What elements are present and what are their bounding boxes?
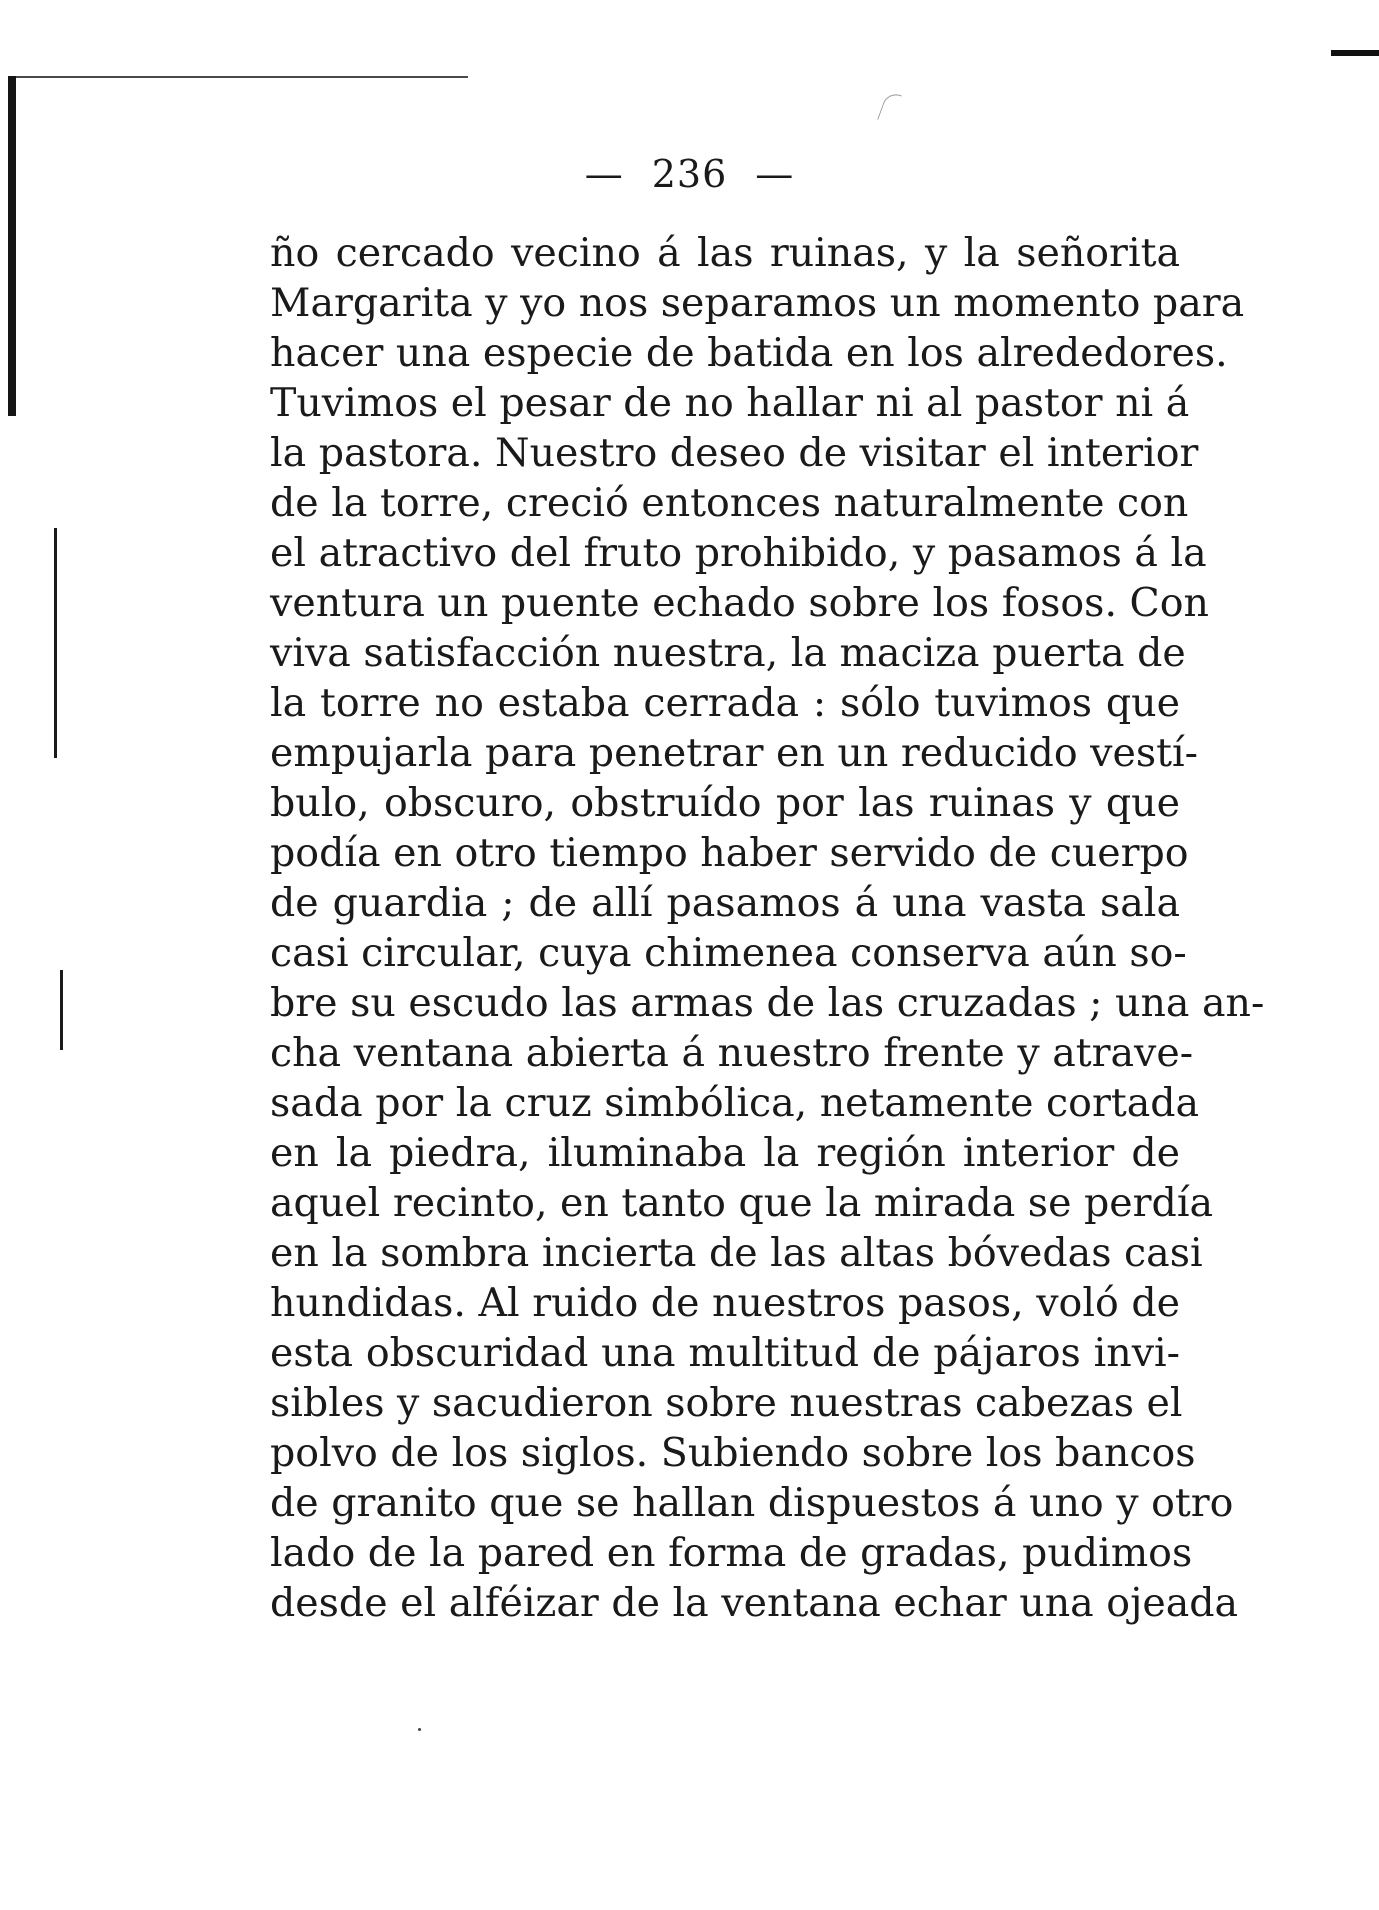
text-line: Margarita y yo nos separamos un momento para — [270, 280, 1245, 326]
text-line: sibles y sacudieron sobre nuestras cabezas el — [270, 1380, 1183, 1426]
text-line: polvo de los siglos. Subiendo sobre los bancos — [270, 1430, 1196, 1476]
text-line: empujarla para penetrar en un reducido vestí- — [270, 730, 1198, 776]
page-number-dash-right: — — [755, 152, 795, 196]
body-text — [270, 228, 1265, 1628]
scan-speck — [418, 1728, 421, 1731]
text-line: hundidas. Al ruido de nuestros pasos, voló de — [270, 1280, 1180, 1326]
page-number-dash-left: — — [584, 152, 624, 196]
page-number-header — [0, 152, 1379, 196]
text-line: en la sombra incierta de las altas bóvedas casi — [270, 1230, 1203, 1276]
scan-corner-mark — [1331, 50, 1379, 56]
text-line: desde el alféizar de la ventana echar una ojeada — [270, 1580, 1239, 1626]
text-line: aquel recinto, en tanto que la mirada se perdía — [270, 1180, 1214, 1226]
text-line: la torre no estaba cerrada : sólo tuvimos que — [270, 680, 1180, 726]
text-line: bulo, obscuro, obstruído por las ruinas y que — [270, 780, 1180, 826]
text-line: de guardia ; de allí pasamos á una vasta sala — [270, 880, 1180, 926]
scan-rule-top — [8, 76, 468, 78]
scan-stray-mark — [877, 90, 902, 124]
page-number: 236 — [651, 152, 728, 196]
text-line: casi circular, cuya chimenea conserva aún so- — [270, 930, 1187, 976]
text-line: el atractivo del fruto prohibido, y pasamos á la — [270, 530, 1207, 576]
text-line: bre su escudo las armas de las cruzadas ; una an- — [270, 980, 1265, 1026]
scan-border-mark — [54, 528, 57, 758]
scan-border-mark — [8, 76, 16, 416]
text-line: esta obscuridad una multitud de pájaros invi- — [270, 1330, 1180, 1376]
scan-border-mark — [60, 970, 63, 1050]
text-line: cha ventana abierta á nuestro frente y atrave- — [270, 1030, 1194, 1076]
text-line: viva satisfacción nuestra, la maciza puerta de — [270, 630, 1186, 676]
text-line: sada por la cruz simbólica, netamente cortada — [270, 1080, 1200, 1126]
text-line: en la piedra, iluminaba la región interior de — [270, 1130, 1180, 1176]
text-line: la pastora. Nuestro deseo de visitar el interior — [270, 430, 1199, 476]
text-line: ño cercado vecino á las ruinas, y la señorita — [270, 230, 1180, 276]
text-line: hacer una especie de batida en los alrededores. — [270, 330, 1228, 376]
text-line: de la torre, creció entonces naturalmente con — [270, 480, 1189, 526]
text-line: podía en otro tiempo haber servido de cuerpo — [270, 830, 1189, 876]
text-line: Tuvimos el pesar de no hallar ni al pastor ni á — [270, 380, 1190, 426]
text-line: lado de la pared en forma de gradas, pudimos — [270, 1530, 1193, 1576]
text-line: de granito que se hallan dispuestos á uno y otro — [270, 1480, 1234, 1526]
text-line: ventura un puente echado sobre los fosos. Con — [270, 580, 1209, 626]
